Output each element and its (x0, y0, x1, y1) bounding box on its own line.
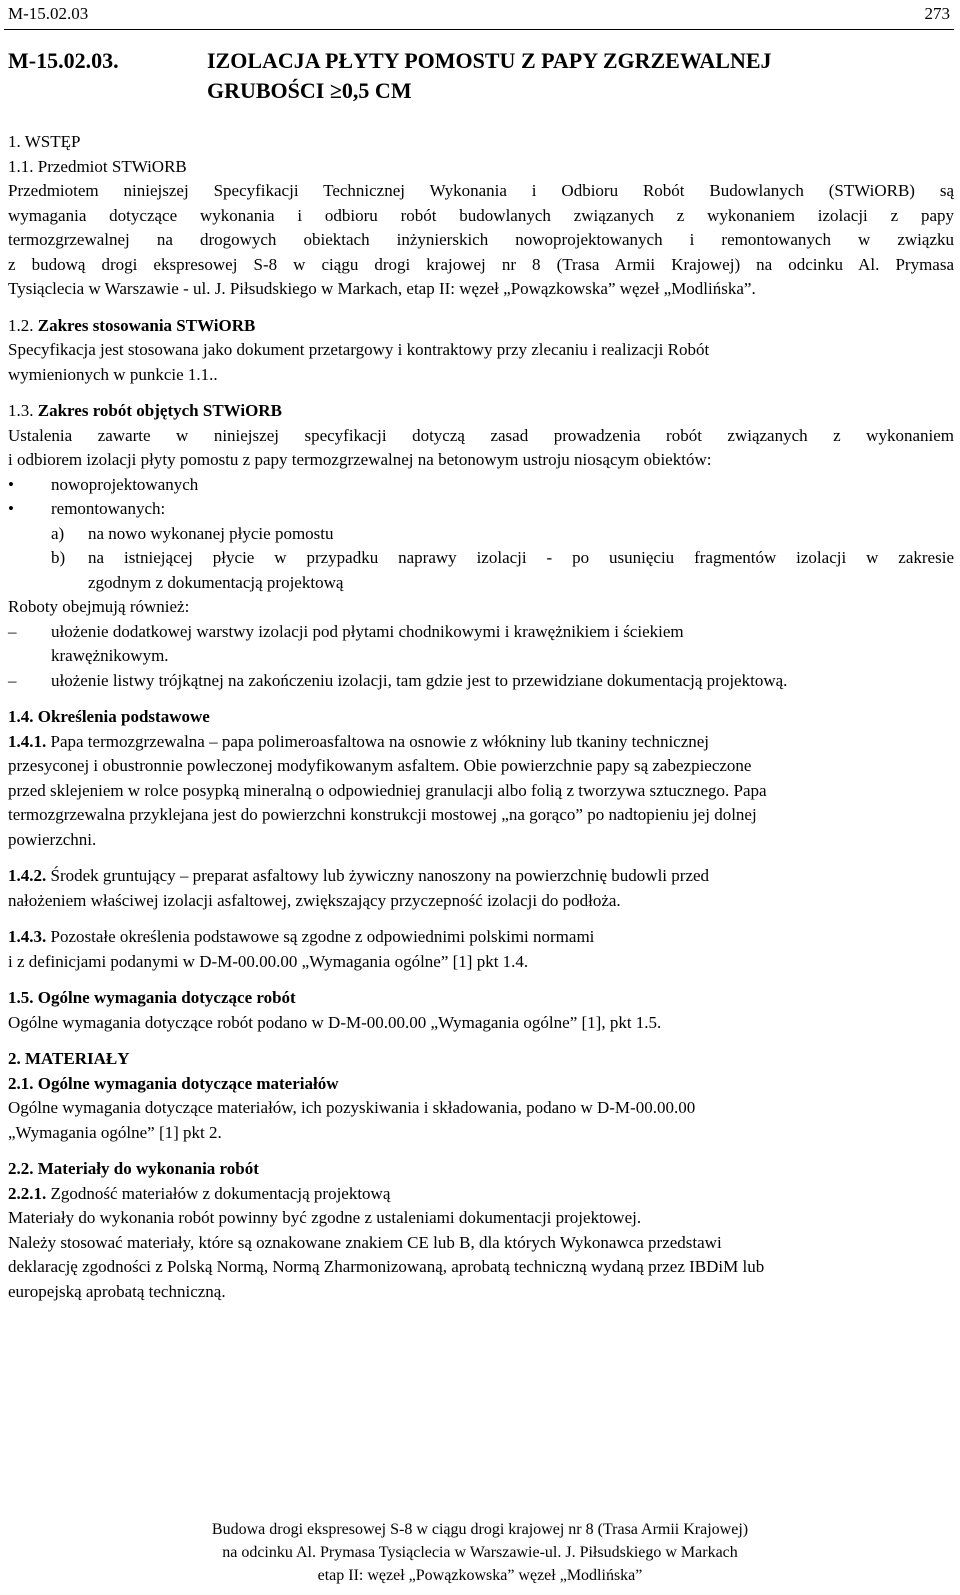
text-line: 1.4.3. Pozostałe określenia podstawowe są zgodne z odpowiednimi polskimi normami (8, 927, 595, 946)
subsection-heading: 2.2.1. Zgodność materiałów z dokumentacją projektową (8, 1183, 391, 1203)
text-line: deklarację zgodności z Polską Normą, Normą Zharmonizowaną, aprobatą techniczną wydaną przez IBDiM lub (8, 1257, 765, 1276)
text-line: Roboty obejmują również: (8, 597, 190, 616)
text-line: „Wymagania ogólne” [1] pkt 2. (8, 1122, 222, 1142)
text-line: wymienionych w punkcie 1.1.. (8, 364, 218, 384)
running-header (4, 3, 954, 30)
footer (0, 1518, 960, 1587)
footer-line: Budowa drogi ekspresowej S-8 w ciągu drogi krajowej nr 8 (Trasa Armii Krajowej) (211, 1521, 749, 1538)
dash-icon: – (8, 670, 17, 690)
header-code: M-15.02.03 (8, 4, 89, 23)
text-line: Ustalenia zawarte w niniejszej specyfikacji dotyczą zasad prowadzenia robót związanych z wykonaniem (8, 425, 954, 445)
list-item-continuation: zgodnym z dokumentacją projektową (88, 572, 344, 592)
title-code: M-15.02.03. (8, 48, 119, 73)
list-item: b) na istniejącej płycie w przypadku naprawy izolacji - po usunięciu fragmentów izolacji w zakresie (51, 548, 954, 567)
subsection-heading: 1.5. Ogólne wymagania dotyczące robót (8, 988, 296, 1007)
section-heading: 2. MATERIAŁY (8, 1049, 130, 1068)
footer-line: na odcinku Al. Prymasa Tysiąclecia w Warszawie-ul. J. Piłsudskiego w Markach (222, 1544, 738, 1561)
text-line: Specyfikacja jest stosowana jako dokument przetargowy i kontraktowy przy zlecaniu i realizacji Robót (8, 340, 710, 359)
subsection-heading: 2.2. Materiały do wykonania robót (8, 1159, 259, 1178)
dash-icon: – (8, 621, 17, 641)
text-line: przed sklejeniem w rolce posypką mineralną o odpowiedniej granulacji albo folią z tworzywa sztucznego. Papa (8, 780, 767, 800)
text-line: 1.4.1. Papa termozgrzewalna – papa polimeroasfaltowa na osnowie z włókniny lub tkaniny technicznej (8, 731, 710, 751)
text-line: przesyconej i obustronnie powleczonej modyfikowanym asfaltem. Obie powierzchnie papy są zabezpieczone (8, 756, 752, 775)
list-item: – ułożenie listwy trójkątnej na zakończeniu izolacji, tam gdzie jest to przewidziane dokumentacją projektową. (8, 669, 954, 694)
subsection-heading: 1.1. Przedmiot STWiORB (8, 156, 187, 176)
title-line-1: IZOLACJA PŁYTY POMOSTU Z PAPY ZGRZEWALNEJ (207, 48, 772, 73)
bullet-icon: • (8, 474, 14, 494)
list-item: • remontowanych: (8, 497, 954, 522)
bullet-icon: • (8, 499, 14, 518)
text-line: termozgrzewalnej na drogowych obiektach inżynierskich nowoprojektowanych i remontowanych w związku (8, 230, 954, 249)
subsection-heading: 1.2. Zakres stosowania STWiORB (8, 315, 256, 335)
text-line: i odbiorem izolacji płyty pomostu z papy termozgrzewalnej na betonowym ustroju niosącym obiektów: (8, 450, 712, 469)
list-item: • nowoprojektowanych (8, 473, 954, 498)
list-item-continuation: krawężnikowym. (51, 646, 169, 665)
text-line: Ogólne wymagania dotyczące materiałów, ich pozyskiwania i składowania, podano w D-M-00.00.00 (8, 1098, 696, 1117)
subsection-heading: 1.3. Zakres robót objętych STWiORB (8, 401, 282, 420)
text-line: Przedmiotem niniejszej Specyfikacji Technicznej Wykonania i Odbioru Robót Budowlanych (STWiORB) są (8, 181, 954, 200)
list-item: a) na nowo wykonanej płycie pomostu (51, 523, 334, 543)
footer-line: etap II: węzeł „Powązkowska” węzeł „Modlińska” (317, 1567, 643, 1584)
text-line: wymagania dotyczące wykonania i odbioru robót budowlanych związanych z wykonaniem izolacji z papy (8, 205, 954, 225)
section-heading: 1. WSTĘP (8, 132, 81, 151)
text-line: europejską aprobatą techniczną. (8, 1281, 226, 1301)
text-line: 1.4.2. Środek gruntujący – preparat asfaltowy lub żywiczny nanoszony na powierzchnię budowli przed (8, 866, 710, 885)
text-line: z budową drogi ekspresowej S-8 w ciągu drogi krajowej nr 8 (Trasa Armii Krajowej) na odcinku Al. Prymasa (8, 254, 954, 274)
text-line: i z definicjami podanymi w D-M-00.00.00 „Wymagania ogólne” [1] pkt 1.4. (8, 951, 529, 971)
list-item: – ułożenie dodatkowej warstwy izolacji pod płytami chodnikowymi i krawężnikiem i ściekiem (8, 620, 954, 645)
text-line: Należy stosować materiały, które są oznakowane znakiem CE lub B, dla których Wykonawca przedstawi (8, 1232, 722, 1252)
document-body (8, 130, 954, 1304)
subsection-heading: 1.4. Określenia podstawowe (8, 707, 210, 726)
page-number: 273 (924, 4, 950, 23)
text-line: nałożeniem właściwej izolacji asfaltowej, zwiększający przyczepność izolacji do podłoża. (8, 890, 621, 910)
title-line-2: GRUBOŚCI ≥0,5 CM (207, 78, 412, 103)
text-line: termozgrzewalna przyklejana jest do powierzchni konstrukcji mostowej „na gorąco” po nadtopieniu jej dolnej (8, 805, 757, 824)
text-line: Ogólne wymagania dotyczące robót podano w D-M-00.00.00 „Wymagania ogólne” [1], pkt 1.5. (8, 1012, 662, 1032)
text-line: powierzchni. (8, 829, 97, 849)
text-line: Tysiąclecia w Warszawie - ul. J. Piłsudskiego w Markach, etap II: węzeł „Powązkowska” węzeł „Modlińska”. (8, 279, 756, 298)
text-line: Materiały do wykonania robót powinny być zgodne z ustaleniami dokumentacji projektowej. (8, 1208, 642, 1227)
subsection-heading: 2.1. Ogólne wymagania dotyczące materiałów (8, 1073, 339, 1093)
